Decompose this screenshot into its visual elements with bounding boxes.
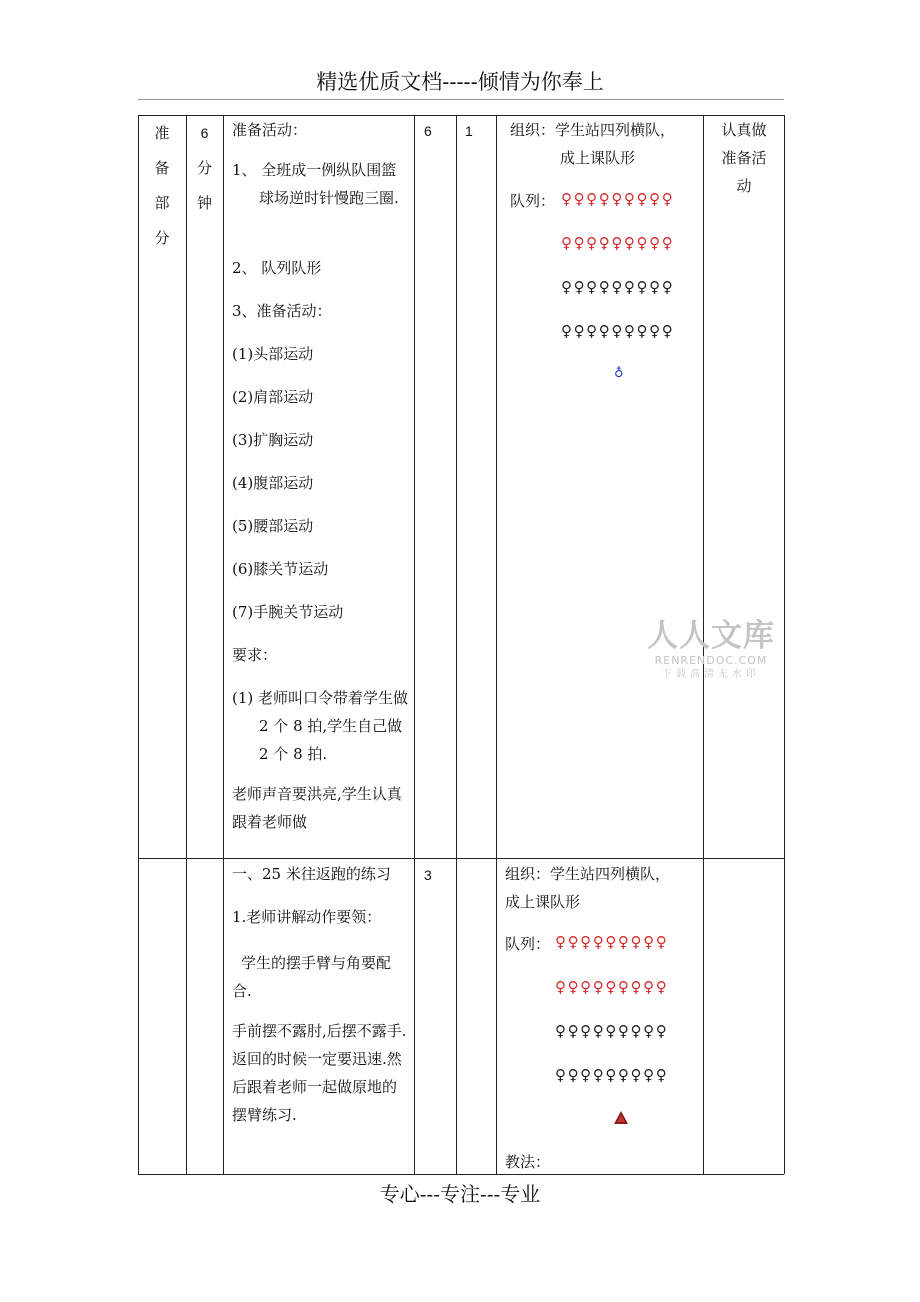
phase-char: 分 <box>154 229 170 247</box>
student-line: 准备活 <box>721 149 767 167</box>
queue-label: 队列： <box>510 192 556 210</box>
student-line: 动 <box>736 177 752 195</box>
duration-unit-char: 钟 <box>196 194 212 212</box>
content-cell <box>232 860 410 1129</box>
exercise-item: (7)手腕关节运动 <box>232 603 344 621</box>
count-cell: 6 <box>424 123 432 139</box>
column-line <box>496 115 497 1174</box>
content-title: 准备活动： <box>232 121 308 139</box>
duration-number: 6 <box>200 125 209 141</box>
student-line: 认真做 <box>721 121 767 139</box>
formation-row: ♀♀♀♀♀♀♀♀♀ <box>561 190 675 208</box>
exercise-item: (2)肩部运动 <box>232 388 314 406</box>
content-cell <box>232 116 410 836</box>
watermark <box>646 618 776 682</box>
phase-char: 准 <box>154 124 170 142</box>
content-item: 1.老师讲解动作要领： <box>232 908 382 926</box>
org-line: 成上课队形 <box>505 893 581 911</box>
phase-cell <box>140 116 184 256</box>
column-line <box>784 115 785 1174</box>
content-item: 1、 全班成一例纵队围篮球场逆时针慢跑三圈. <box>232 161 399 207</box>
teacher-triangle-icon <box>613 1110 629 1125</box>
requirement-item: (1) 老师叫口令带着学生做 2 个 8 拍,学生自己做 2 个 8 拍. <box>232 689 409 763</box>
exercise-item: (3)扩胸运动 <box>232 431 314 449</box>
formation-row: ♀♀♀♀♀♀♀♀♀ <box>561 322 675 340</box>
count-cell: 3 <box>424 867 432 883</box>
formation-row: ♀♀♀♀♀♀♀♀♀ <box>555 1022 669 1040</box>
method-label: 教法： <box>505 1153 551 1171</box>
phase-char: 部 <box>154 194 170 212</box>
formation-row: ♀♀♀♀♀♀♀♀♀ <box>555 978 669 996</box>
watermark-url: RENRENDOC.COM <box>654 654 768 667</box>
org-line: 成上课队形 <box>560 149 636 167</box>
queue-label: 队列： <box>505 935 551 953</box>
duration-cell <box>188 116 221 221</box>
column-line <box>138 115 139 1174</box>
exercise-item: (1)头部运动 <box>232 345 314 363</box>
requirement-item: 老师声音要洪亮,学生认真跟着老师做 <box>232 785 402 831</box>
column-line <box>456 115 457 1174</box>
content-item: 3、准备活动： <box>232 302 332 320</box>
watermark-caption: 下载高清无水印 <box>662 669 760 680</box>
column-line <box>223 115 224 1174</box>
page-footer: 专心---专注---专业 <box>379 1182 541 1206</box>
teacher-icon: ♁ <box>614 366 624 381</box>
org-line: 组织：学生站四列横队， <box>510 121 676 139</box>
formation-row: ♀♀♀♀♀♀♀♀♀ <box>561 278 675 296</box>
requirement-label: 要求： <box>232 646 278 664</box>
content-item: 手前摆不露肘,后摆不露手.返回的时候一定要迅速.然后跟着老师一起做原地的摆臂练习. <box>232 1022 407 1124</box>
exercise-item: (6)膝关节运动 <box>232 560 329 578</box>
student-cell <box>705 116 783 200</box>
duration-unit-char: 分 <box>196 159 212 177</box>
phase-char: 备 <box>154 159 170 177</box>
table-bottom-border <box>138 1174 784 1175</box>
row-divider <box>138 858 784 859</box>
content-item: 2、 队列队形 <box>232 259 322 277</box>
formation-row: ♀♀♀♀♀♀♀♀♀ <box>561 234 675 252</box>
page-header: 精选优质文档-----倾情为你奉上 <box>316 70 604 94</box>
content-item: 学生的摆手臂与角要配合. <box>232 954 392 1000</box>
intensity-cell: 1 <box>465 123 473 139</box>
watermark-title: 人人文库 <box>647 618 775 654</box>
formation-row: ♀♀♀♀♀♀♀♀♀ <box>555 933 669 951</box>
column-line <box>414 115 415 1174</box>
exercise-item: (4)腹部运动 <box>232 474 314 492</box>
header-divider <box>138 99 784 100</box>
column-line <box>186 115 187 1174</box>
formation-row: ♀♀♀♀♀♀♀♀♀ <box>555 1066 669 1084</box>
content-title: 一、25 米往返跑的练习 <box>232 865 391 883</box>
exercise-item: (5)腰部运动 <box>232 517 314 535</box>
org-line: 组织：学生站四列横队， <box>505 865 671 883</box>
